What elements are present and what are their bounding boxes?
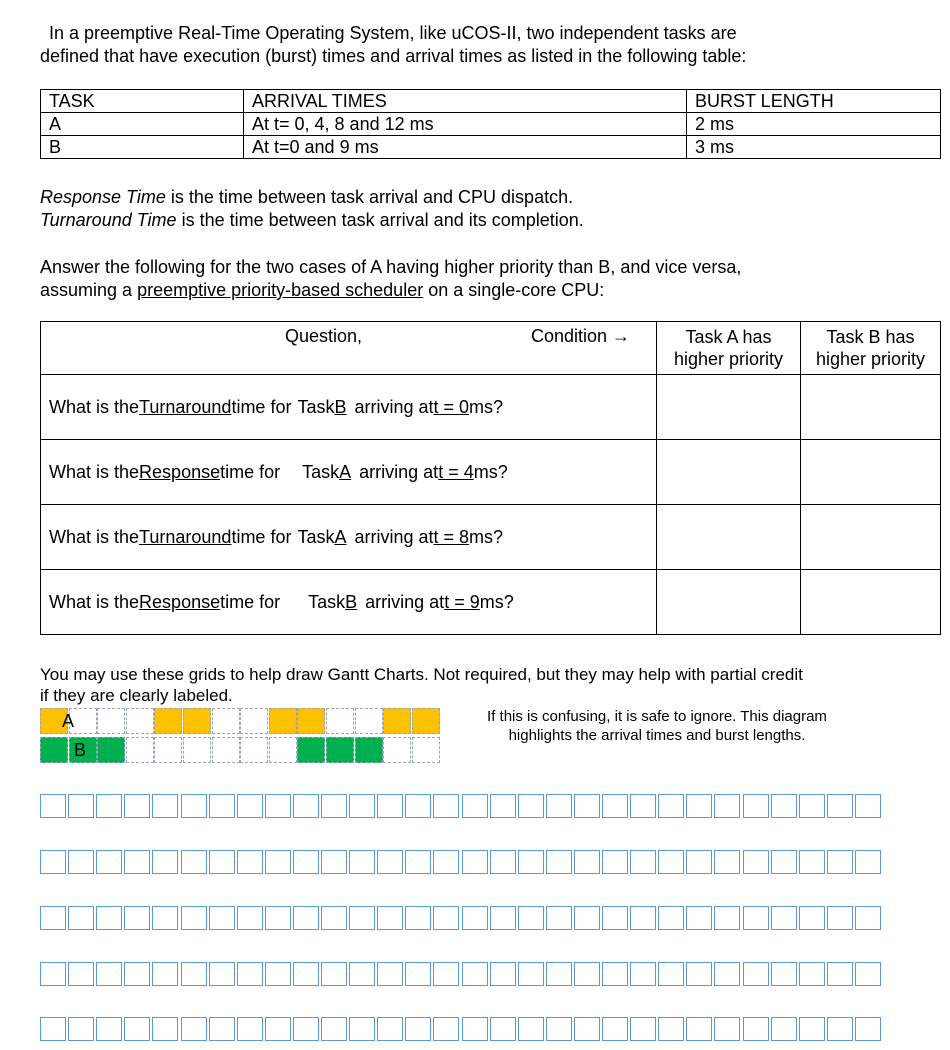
header-task-a-priority: [657, 322, 801, 375]
table-row: [41, 113, 941, 136]
gantt-slot: [126, 737, 154, 763]
gantt-grid-cell[interactable]: [405, 794, 431, 818]
gantt-grid-cell[interactable]: [68, 1017, 94, 1041]
answer-cell-a-priority[interactable]: [657, 570, 801, 635]
gantt-slot: [383, 708, 411, 734]
gantt-grid-cell[interactable]: [209, 850, 235, 874]
gantt-grid-cell[interactable]: [265, 1017, 291, 1041]
gantt-grid-cell[interactable]: [490, 850, 516, 874]
instructions-pre: assuming a: [40, 280, 138, 300]
gantt-grid-cell[interactable]: [490, 962, 516, 986]
gantt-grid-cell[interactable]: [855, 850, 881, 874]
gantt-grid-cell[interactable]: [490, 1017, 516, 1041]
gantt-grid-cell[interactable]: [265, 794, 291, 818]
gantt-grid-cell[interactable]: [574, 850, 600, 874]
q-metric: Response: [139, 461, 221, 482]
gantt-slot: [212, 737, 240, 763]
gantt-grid-cell[interactable]: [686, 850, 712, 874]
gantt-grid-cell[interactable]: [433, 1017, 459, 1041]
turnaround-term: Turnaround Time: [40, 210, 177, 230]
gantt-slot: [355, 737, 383, 763]
gantt-grid-cell[interactable]: [602, 962, 628, 986]
gantt-grid-cell[interactable]: [714, 906, 740, 930]
answer-cell-a-priority[interactable]: [657, 505, 801, 570]
q-pre: What is the: [49, 396, 140, 417]
gantt-slot: [212, 708, 240, 734]
gantt-grid-cell[interactable]: [96, 794, 122, 818]
answer-cell-a-priority[interactable]: [657, 440, 801, 505]
gantt-slot: [183, 737, 211, 763]
gantt-grid-cell[interactable]: [462, 794, 488, 818]
gantt-grid-cell[interactable]: [518, 1017, 544, 1041]
instructions-post: on a single-core CPU:: [423, 280, 605, 300]
gantt-slot: [154, 708, 182, 734]
gantt-grid-cell[interactable]: [152, 1017, 178, 1041]
gantt-grid-cell[interactable]: [124, 794, 150, 818]
gantt-grid-cell[interactable]: [349, 1017, 375, 1041]
gantt-grid-cell[interactable]: [237, 962, 263, 986]
tasks-table-header: [41, 90, 941, 113]
gantt-grid-cell[interactable]: [658, 906, 684, 930]
gantt-grid-cell[interactable]: [377, 1017, 403, 1041]
gantt-grid-cell[interactable]: [490, 906, 516, 930]
gantt-grid-cell[interactable]: [574, 906, 600, 930]
questions-table: [40, 321, 941, 635]
gantt-slot: [183, 708, 211, 734]
header-task-b-line2: higher priority: [815, 349, 926, 369]
table-row: [41, 570, 941, 635]
gantt-grid-cell[interactable]: [827, 1017, 853, 1041]
gantt-grid-cell[interactable]: [658, 962, 684, 986]
gantt-slot: [326, 708, 354, 734]
table-row: [41, 375, 941, 440]
q-arr-pre: arriving at: [354, 396, 434, 417]
gantt-grid-cell[interactable]: [658, 850, 684, 874]
header-question-condition: [41, 322, 657, 375]
gantt-grid-cell[interactable]: [152, 794, 178, 818]
scheduler-term: preemptive priority-based scheduler: [137, 280, 424, 300]
q-task-pre: Task: [308, 591, 346, 612]
gantt-grid-cell[interactable]: [855, 794, 881, 818]
question-3: [41, 505, 657, 570]
question-4: [41, 570, 657, 635]
gantt-grid-cell[interactable]: [462, 906, 488, 930]
gantt-grid-cell[interactable]: [321, 962, 347, 986]
gantt-grid-cell[interactable]: [209, 1017, 235, 1041]
gantt-grid-cell[interactable]: [265, 906, 291, 930]
gantt-slot: [355, 708, 383, 734]
gantt-grid-cell[interactable]: [237, 1017, 263, 1041]
q-task: A: [339, 461, 352, 482]
q-metric: Turnaround: [139, 396, 232, 417]
gantt-grid-cell[interactable]: [686, 1017, 712, 1041]
header-task-a-line1: Task A has: [685, 327, 772, 347]
gantt-grid-cell[interactable]: [209, 962, 235, 986]
header-task: TASK: [41, 90, 244, 113]
answer-cell-b-priority[interactable]: [801, 375, 941, 440]
gantt-slot: [126, 708, 154, 734]
q-arr-pre: arriving at: [354, 526, 434, 547]
q-metric: Turnaround: [139, 526, 232, 547]
definition-turnaround: [40, 209, 584, 231]
gantt-grid-cell[interactable]: [546, 850, 572, 874]
gantt-grid-cell[interactable]: [771, 850, 797, 874]
gantt-grid-cell[interactable]: [349, 794, 375, 818]
gantt-intro-line-2: if they are clearly labeled.: [40, 686, 233, 705]
gantt-grid-cell[interactable]: [40, 906, 66, 930]
response-term: Response Time: [40, 187, 166, 207]
gantt-grid-cell[interactable]: [152, 962, 178, 986]
gantt-grid-cell[interactable]: [743, 1017, 769, 1041]
answer-cell-b-priority[interactable]: [801, 440, 941, 505]
gantt-grid-cell[interactable]: [68, 906, 94, 930]
gantt-grid-cell[interactable]: [630, 1017, 656, 1041]
gantt-grid-cell[interactable]: [349, 850, 375, 874]
gantt-grid-cell[interactable]: [377, 794, 403, 818]
q-pre: What is the: [49, 461, 140, 482]
gantt-grid-cell[interactable]: [602, 794, 628, 818]
gantt-grid-cell[interactable]: [714, 1017, 740, 1041]
gantt-slot: [97, 708, 125, 734]
gantt-grid-cell[interactable]: [855, 1017, 881, 1041]
gantt-slot: [297, 708, 325, 734]
gantt-grid-cell[interactable]: [433, 850, 459, 874]
gantt-grid-cell[interactable]: [686, 906, 712, 930]
gantt-slot: [326, 737, 354, 763]
q-pre: What is the: [49, 591, 140, 612]
gantt-grid-cell[interactable]: [181, 850, 207, 874]
q-time: t = 8: [433, 526, 470, 547]
gantt-slot: [240, 737, 268, 763]
gantt-slot: [269, 737, 297, 763]
gantt-grid-cell[interactable]: [546, 906, 572, 930]
q-mid: time for: [231, 526, 292, 547]
instructions-line-1: Answer the following for the two cases of A having higher priority than B, and vice versa,: [40, 257, 742, 277]
gantt-grid-cell[interactable]: [658, 794, 684, 818]
gantt-grid-cell[interactable]: [714, 794, 740, 818]
gantt-grid-cell[interactable]: [321, 850, 347, 874]
gantt-grid-cell[interactable]: [405, 1017, 431, 1041]
gantt-grid-cell[interactable]: [321, 906, 347, 930]
gantt-grid-cell[interactable]: [405, 850, 431, 874]
gantt-grid-cell[interactable]: [40, 850, 66, 874]
q-task: B: [345, 591, 358, 612]
gantt-grid-cell[interactable]: [799, 962, 825, 986]
gantt-grid-cell[interactable]: [152, 850, 178, 874]
gantt-grid-cell[interactable]: [518, 906, 544, 930]
instructions-line-2: [40, 279, 604, 301]
gantt-grid-cell[interactable]: [771, 906, 797, 930]
gantt-grid-cell[interactable]: [771, 1017, 797, 1041]
q-time: t = 4: [438, 461, 474, 482]
gantt-grid-cell[interactable]: [68, 962, 94, 986]
gantt-grid-cell[interactable]: [546, 794, 572, 818]
gantt-grid-cell[interactable]: [377, 906, 403, 930]
turnaround-definition: is the time between task arrival and its completion.: [176, 210, 584, 230]
gantt-grid-cell[interactable]: [293, 962, 319, 986]
gantt-slot: [97, 737, 125, 763]
q-task-pre: Task: [297, 526, 335, 547]
gantt-grid-cell[interactable]: [518, 962, 544, 986]
gantt-slot: [154, 737, 182, 763]
table-row: [41, 440, 941, 505]
gantt-slot: [269, 708, 297, 734]
gantt-grid-cell[interactable]: [181, 794, 207, 818]
gantt-grid-cell[interactable]: [96, 906, 122, 930]
gantt-grid-cell[interactable]: [827, 794, 853, 818]
q-post: ms?: [473, 461, 508, 482]
gantt-grid-cell[interactable]: [181, 1017, 207, 1041]
gantt-grid-cell[interactable]: [546, 1017, 572, 1041]
burst-length: 2 ms: [687, 113, 941, 136]
gantt-grid-cell[interactable]: [799, 1017, 825, 1041]
gantt-grid-cell[interactable]: [96, 850, 122, 874]
gantt-grid-cell[interactable]: [405, 906, 431, 930]
table-row: [41, 136, 941, 159]
gantt-grid-cell[interactable]: [602, 1017, 628, 1041]
q-post: ms?: [469, 396, 504, 417]
gantt-grid-cell[interactable]: [827, 850, 853, 874]
task-name: A: [41, 113, 244, 136]
answer-cell-a-priority[interactable]: [657, 375, 801, 440]
gantt-grid-cell[interactable]: [124, 1017, 150, 1041]
header-task-b-priority: [801, 322, 941, 375]
arrival-times: At t=0 and 9 ms: [244, 136, 687, 159]
gantt-grid-cell[interactable]: [265, 850, 291, 874]
q-time: t = 0: [433, 396, 470, 417]
gantt-grid-cell[interactable]: [68, 850, 94, 874]
gantt-grid-cell[interactable]: [743, 794, 769, 818]
gantt-grid-cell[interactable]: [743, 906, 769, 930]
arrival-times: At t= 0, 4, 8 and 12 ms: [244, 113, 687, 136]
gantt-slot: [297, 737, 325, 763]
gantt-grid-cell[interactable]: [855, 962, 881, 986]
gantt-grid-cell[interactable]: [349, 906, 375, 930]
header-task-a-line2: higher priority: [673, 349, 784, 369]
gantt-row-label: B: [74, 740, 87, 760]
gantt-grid-cell[interactable]: [630, 906, 656, 930]
q-arr-pre: arriving at: [359, 461, 439, 482]
gantt-grid-cell[interactable]: [265, 962, 291, 986]
table-row: [41, 505, 941, 570]
gantt-intro-line-1: You may use these grids to help draw Gantt Charts. Not required, but they may help with partial credit: [40, 665, 803, 684]
gantt-grid-cell[interactable]: [433, 906, 459, 930]
question-2: [41, 440, 657, 505]
gantt-grid-cell[interactable]: [377, 962, 403, 986]
gantt-grid-cell[interactable]: [799, 850, 825, 874]
gantt-grid-cell[interactable]: [630, 794, 656, 818]
gantt-grid-cell[interactable]: [714, 850, 740, 874]
gantt-grid-cell[interactable]: [96, 962, 122, 986]
gantt-grid-cell[interactable]: [518, 794, 544, 818]
gantt-grid-cell[interactable]: [68, 794, 94, 818]
gantt-grid-cell[interactable]: [743, 850, 769, 874]
gantt-grid-cell[interactable]: [658, 1017, 684, 1041]
gantt-grid-cell[interactable]: [40, 1017, 66, 1041]
task-name: B: [41, 136, 244, 159]
gantt-grid-cell[interactable]: [602, 906, 628, 930]
gantt-slot: [412, 708, 440, 734]
gantt-grid-cell[interactable]: [799, 794, 825, 818]
example-note: If this is confusing, it is safe to ignore. This diagram highlights the arrival times and burst lengths.: [487, 708, 827, 744]
gantt-grid-cell[interactable]: [237, 906, 263, 930]
gantt-grid-cell[interactable]: [40, 794, 66, 818]
gantt-grid-cell[interactable]: [714, 962, 740, 986]
gantt-grid-cell[interactable]: [518, 850, 544, 874]
response-definition: is the time between task arrival and CPU dispatch.: [165, 187, 574, 207]
gantt-grid-cell[interactable]: [490, 794, 516, 818]
q-task: B: [334, 396, 347, 417]
gantt-grid-cell[interactable]: [293, 906, 319, 930]
gantt-grid-cell[interactable]: [630, 850, 656, 874]
gantt-grid-cell[interactable]: [462, 1017, 488, 1041]
gantt-grid-cell[interactable]: [827, 962, 853, 986]
gantt-grid-cell[interactable]: [237, 850, 263, 874]
gantt-grid-cell[interactable]: [771, 794, 797, 818]
gantt-grid-cell[interactable]: [686, 794, 712, 818]
header-burst-length: BURST LENGTH: [687, 90, 941, 113]
q-task-pre: Task: [302, 461, 340, 482]
gantt-grid-cell[interactable]: [96, 1017, 122, 1041]
gantt-grid-cell[interactable]: [462, 962, 488, 986]
gantt-grid-cell[interactable]: [574, 794, 600, 818]
answer-cell-b-priority[interactable]: [801, 505, 941, 570]
definition-response: [40, 186, 573, 208]
gantt-grid-cell[interactable]: [124, 906, 150, 930]
gantt-grid-cell[interactable]: [349, 962, 375, 986]
gantt-grid-cell[interactable]: [209, 906, 235, 930]
gantt-slot: [383, 737, 411, 763]
q-task-pre: Task: [297, 396, 335, 417]
gantt-grid-cell[interactable]: [771, 962, 797, 986]
gantt-grid-cell[interactable]: [630, 962, 656, 986]
gantt-grid-cell[interactable]: [124, 850, 150, 874]
gantt-grid-cell[interactable]: [293, 850, 319, 874]
q-task: A: [334, 526, 347, 547]
gantt-grid-cell[interactable]: [546, 962, 572, 986]
gantt-slot: [240, 708, 268, 734]
gantt-grid-cell[interactable]: [181, 962, 207, 986]
intro-line-2: defined that have execution (burst) times and arrival times as listed in the following table:: [40, 46, 747, 66]
gantt-grid-cell[interactable]: [855, 906, 881, 930]
q-metric: Response: [139, 591, 221, 612]
q-mid: time for: [220, 591, 281, 612]
q-post: ms?: [479, 591, 514, 612]
gantt-grid-cell[interactable]: [799, 906, 825, 930]
gantt-grid-cell[interactable]: [124, 962, 150, 986]
gantt-grid-cell[interactable]: [181, 906, 207, 930]
gantt-grid-cell[interactable]: [462, 850, 488, 874]
header-task-b-line1: Task B has: [826, 327, 915, 347]
gantt-grid-cell[interactable]: [152, 906, 178, 930]
gantt-row-label: A: [62, 711, 75, 731]
gantt-grid-cell[interactable]: [602, 850, 628, 874]
gantt-grid-cell[interactable]: [405, 962, 431, 986]
header-condition: Condition →: [531, 326, 631, 346]
gantt-grid-cell[interactable]: [827, 906, 853, 930]
q-mid: time for: [220, 461, 281, 482]
gantt-grid-cell[interactable]: [686, 962, 712, 986]
gantt-grid-cell[interactable]: [433, 962, 459, 986]
gantt-grid-cell[interactable]: [574, 1017, 600, 1041]
gantt-grid-cell[interactable]: [433, 794, 459, 818]
tasks-table: [40, 89, 941, 159]
gantt-slot: [412, 737, 440, 763]
gantt-grid-cell[interactable]: [743, 962, 769, 986]
gantt-grid-cell[interactable]: [237, 794, 263, 818]
gantt-grid-cell[interactable]: [377, 850, 403, 874]
gantt-grid-cell[interactable]: [321, 1017, 347, 1041]
gantt-grid-cell[interactable]: [40, 962, 66, 986]
q-post: ms?: [469, 526, 504, 547]
q-time: t = 9: [444, 591, 480, 612]
gantt-grid-cell[interactable]: [574, 962, 600, 986]
gantt-slot: [40, 737, 68, 763]
burst-length: 3 ms: [687, 136, 941, 159]
q-mid: time for: [231, 396, 292, 417]
gantt-grid-cell[interactable]: [209, 794, 235, 818]
header-question: Question,: [285, 326, 363, 346]
gantt-grid-cell[interactable]: [293, 1017, 319, 1041]
question-1: [41, 375, 657, 440]
intro-line-1: In a preemptive Real-Time Operating System, like uCOS-II, two independent tasks are: [49, 23, 737, 43]
questions-table-header: [41, 322, 941, 375]
q-arr-pre: arriving at: [365, 591, 445, 612]
gantt-grid-cell[interactable]: [321, 794, 347, 818]
q-pre: What is the: [49, 526, 140, 547]
answer-cell-b-priority[interactable]: [801, 570, 941, 635]
gantt-grid-cell[interactable]: [293, 794, 319, 818]
header-arrival-times: ARRIVAL TIMES: [244, 90, 687, 113]
